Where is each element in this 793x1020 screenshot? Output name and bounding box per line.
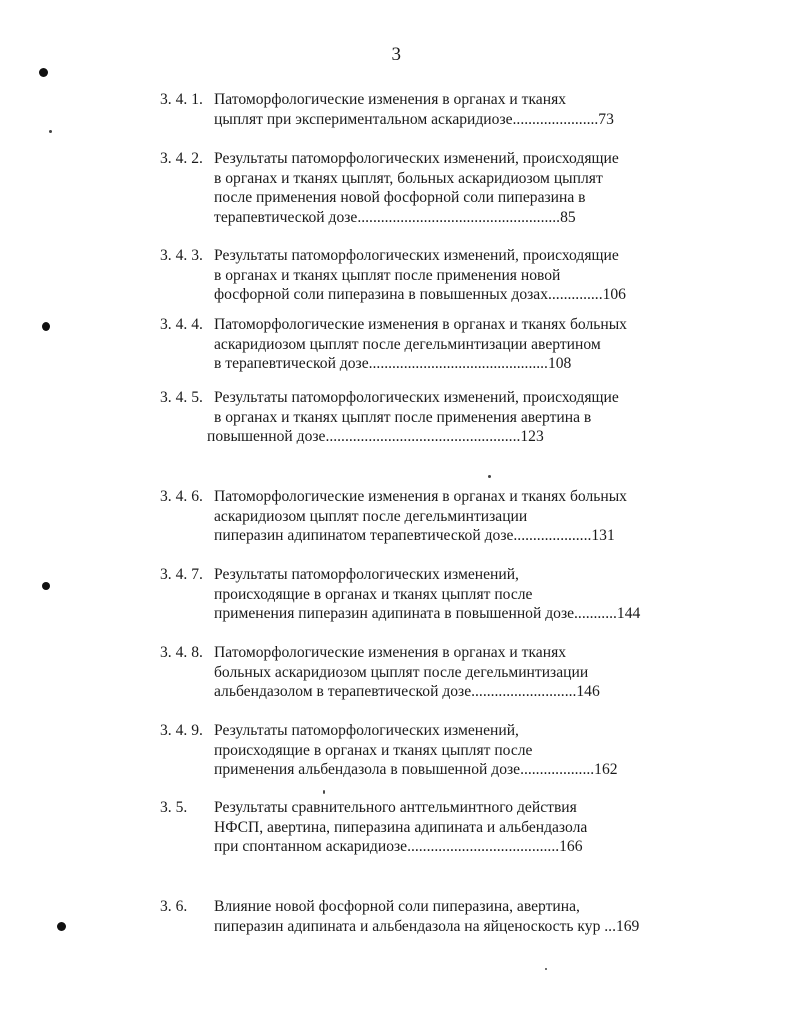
toc-entry-text: в органах и тканях цыплят после применения новой xyxy=(214,266,561,284)
toc-entry-text: Патоморфологические изменения в органах и тканях больных xyxy=(214,316,627,333)
toc-entry xyxy=(0,897,793,936)
toc-entry-line xyxy=(0,682,793,702)
scan-hole-mark xyxy=(42,322,50,331)
toc-entry-line xyxy=(0,208,793,228)
toc-entry-number: 3. 4. 5. xyxy=(160,389,203,406)
toc-entry-number: 3. 4. 8. xyxy=(160,644,203,661)
toc-entry-line xyxy=(0,604,793,624)
toc-entry-line xyxy=(0,798,793,818)
toc-entry-text: фосфорной соли пиперазина в повышенных дозах..............106 xyxy=(214,286,626,303)
toc-entry-line xyxy=(0,837,793,857)
toc-entry-line xyxy=(0,487,793,507)
toc-entry-text: Результаты сравнительного антгельминтного действия xyxy=(214,799,577,816)
toc-entry-text: Патоморфологические изменения в органах и тканях xyxy=(214,644,567,661)
toc-entry-line xyxy=(0,266,793,286)
toc-entry-text: применения альбендазола в повышенной дозе...................162 xyxy=(214,761,618,778)
toc-entry-text: после применения новой фосфорной соли пиперазина в xyxy=(214,189,586,206)
toc-entry-number: 3. 5. xyxy=(160,799,188,816)
toc-entry-text: происходящие в органах и тканях цыплят после xyxy=(214,585,533,603)
toc-entry-text: в органах и тканях цыплят, больных аскаридиозом цыплят xyxy=(214,169,603,187)
toc-entry-text: в органах и тканях цыплят после применения авертина в xyxy=(214,408,592,426)
toc-entry-text: при спонтанном аскаридиозе.......................................166 xyxy=(214,838,583,855)
toc-entry xyxy=(0,149,793,227)
toc-entry-text: аскаридиозом цыплят после дегельминтизации xyxy=(214,507,528,525)
toc-entry-line xyxy=(0,388,793,408)
toc-entry-line xyxy=(0,335,793,355)
toc-entry-line xyxy=(0,565,793,585)
toc-entry-text: терапевтической дозе....................................................85 xyxy=(214,208,576,226)
toc-entry-line xyxy=(0,741,793,761)
toc-entry xyxy=(0,246,793,305)
toc-entry-line xyxy=(0,285,793,305)
toc-entry-text: Результаты патоморфологических изменений, происходящие xyxy=(214,389,619,406)
toc-entry-line xyxy=(0,663,793,683)
scan-hole-mark xyxy=(57,922,66,931)
toc-entry xyxy=(0,487,793,546)
toc-entry-line xyxy=(0,507,793,527)
toc-entry-line xyxy=(0,818,793,838)
toc-entry-line xyxy=(0,246,793,266)
toc-entry-line xyxy=(0,526,793,546)
toc-entry-line xyxy=(0,897,793,917)
toc-entry-number: 3. 4. 3. xyxy=(160,247,203,264)
toc-entry-line xyxy=(0,643,793,663)
toc-entry-text: Патоморфологические изменения в органах и тканях xyxy=(214,91,567,108)
toc-entry-line xyxy=(0,110,793,130)
toc-entry-line xyxy=(0,90,793,110)
toc-entry-text: пиперазин адипинатом терапевтической дозе....................131 xyxy=(214,527,615,544)
toc-entry xyxy=(0,721,793,780)
toc-entry-number: 3. 4. 6. xyxy=(160,488,203,505)
scan-speck xyxy=(488,475,491,478)
toc-entry-text: НФСП, авертина, пиперазина адипината и альбендазола xyxy=(214,818,588,836)
toc-entry-number: 3. 6. xyxy=(160,898,188,915)
toc-entry-line xyxy=(0,760,793,780)
scan-speck xyxy=(545,968,547,970)
toc-entry-number: 3. 4. 1. xyxy=(160,91,203,108)
toc-entry-text: Результаты патоморфологических изменений, происходящие xyxy=(214,247,619,264)
toc-entry xyxy=(0,388,793,447)
toc-entry-text: Патоморфологические изменения в органах и тканях больных xyxy=(214,488,627,505)
toc-entry-line xyxy=(0,188,793,208)
toc-entry-text: происходящие в органах и тканях цыплят после xyxy=(214,741,533,759)
toc-entry-line xyxy=(0,721,793,741)
toc-entry-line xyxy=(0,149,793,169)
toc-entry-text: повышенной дозе..................................................123 xyxy=(207,428,544,445)
toc-entry-text: цыплят при экспериментальном аскаридиозе......................73 xyxy=(214,110,614,128)
toc-entry-text: Влияние новой фосфорной соли пиперазина, авертина, xyxy=(214,898,580,915)
toc-entry-line xyxy=(0,427,793,447)
toc-entry-text: больных аскаридиозом цыплят после дегельминтизации xyxy=(214,663,589,681)
toc-entry-text: альбендазолом в терапевтической дозе...........................146 xyxy=(214,683,600,700)
scan-hole-mark xyxy=(42,582,50,590)
toc-entry-line xyxy=(0,408,793,428)
toc-entry-text: аскаридиозом цыплят после дегельминтизации авертином xyxy=(214,335,601,353)
toc-entry xyxy=(0,90,793,129)
toc-entry-line xyxy=(0,585,793,605)
toc-entry-line xyxy=(0,354,793,374)
toc-entry-text: Результаты патоморфологических изменений, xyxy=(214,566,519,583)
toc-entry xyxy=(0,565,793,624)
scan-speck xyxy=(49,130,52,133)
toc-entry-number: 3. 4. 7. xyxy=(160,566,203,583)
toc-entry-text: пиперазин адипината и альбендазола на яйценоскость кур ...169 xyxy=(214,917,640,935)
toc-entry-text: применения пиперазин адипината в повышенной дозе...........144 xyxy=(214,605,641,622)
toc-entry-line xyxy=(0,169,793,189)
toc-entry-line xyxy=(0,315,793,335)
toc-entry xyxy=(0,643,793,702)
toc-entry-number: 3. 4. 4. xyxy=(160,316,203,333)
toc-entry-line xyxy=(0,917,793,937)
toc-entry-text: Результаты патоморфологических изменений, происходящие xyxy=(214,150,619,167)
toc-entry xyxy=(0,798,793,857)
toc-entry-text: в терапевтической дозе..............................................108 xyxy=(214,355,572,372)
toc-entry-number: 3. 4. 2. xyxy=(160,150,203,167)
page-number: 3 xyxy=(391,44,402,65)
scan-hole-mark xyxy=(39,68,48,77)
toc-entry xyxy=(0,315,793,374)
scan-speck xyxy=(323,790,325,794)
toc-entry-text: Результаты патоморфологических изменений, xyxy=(214,722,519,739)
toc-entry-number: 3. 4. 9. xyxy=(160,722,203,739)
